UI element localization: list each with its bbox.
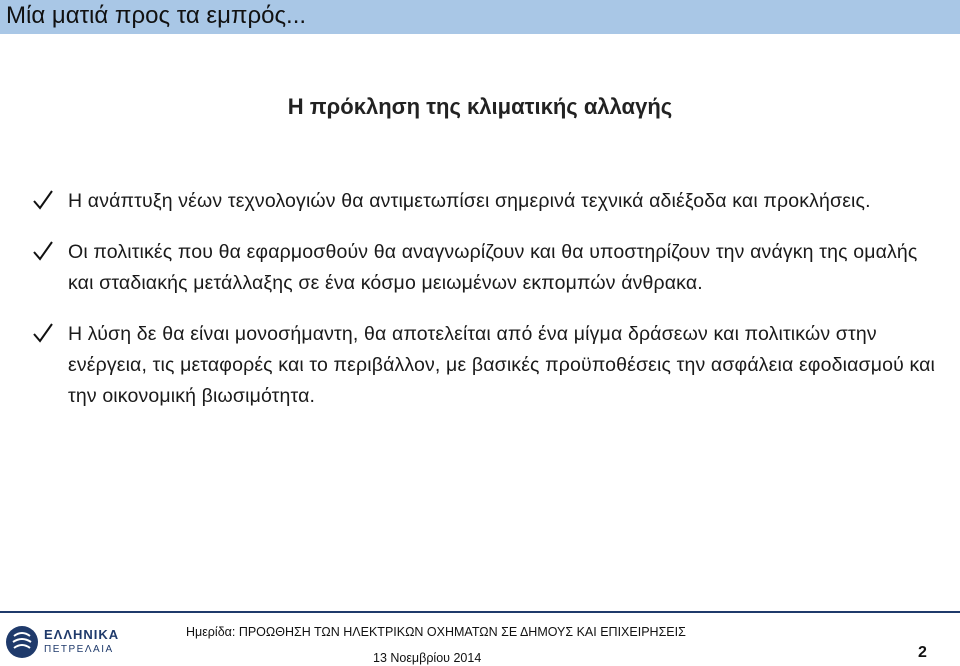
logo-text-primary: ΕΛΛΗΝΙΚΑ [44,627,120,642]
bullet-text: Η ανάπτυξη νέων τεχνολογιών θα αντιμετωπίσει σημερινά τεχνικά αδιέξοδα και προκλήσεις. [68,190,871,212]
bullet-text: Οι πολιτικές που θα εφαρμοσθούν θα αναγνωρίζουν και θα υποστηρίζουν την ανάγκη της ομαλής και σταδιακής μετάλλαξης σε ένα κόσμο μειωμένων εκπομπών άνθρακα. [68,241,918,294]
footer-date: 13 Νοεμβρίου 2014 [373,651,482,665]
logo-text-secondary: ΠΕΤΡΕΛΑΙΑ [44,644,114,655]
company-logo [6,626,136,660]
slide-subtitle: Η πρόκληση της κλιματικής αλλαγής [287,94,673,119]
logo-emblem-icon [6,626,38,658]
checkmark-icon [32,188,54,212]
slide-title: Μία ματιά προς τα εμπρός... [6,2,307,29]
footer-event-title: Ημερίδα: ΠΡΟΩΘΗΣΗ ΤΩΝ ΗΛΕΚΤΡΙΚΩΝ ΟΧΗΜΑΤΩΝ ΣΕ ΔΗΜΟΥΣ ΚΑΙ ΕΠΙΧΕΙΡΗΣΕΙΣ [186,625,686,639]
checkmark-icon [32,321,54,345]
bullet-text: Η λύση δε θα είναι μονοσήμαντη, θα αποτελείται από ένα μίγμα δράσεων και πολιτικών στην ενέργεια, τις μεταφορές και το περιβάλλον, με βασικές προϋποθέσεις την ασφάλεια εφοδιασμού και την οικονομική βιωσιμότητα. [68,323,936,407]
bullet-list [28,186,948,432]
bullet-item [28,237,948,299]
checkmark-icon [32,239,54,263]
bullet-item [28,319,948,412]
page-number: 2 [918,644,927,661]
bullet-item [28,186,948,217]
footer-divider [0,611,960,613]
